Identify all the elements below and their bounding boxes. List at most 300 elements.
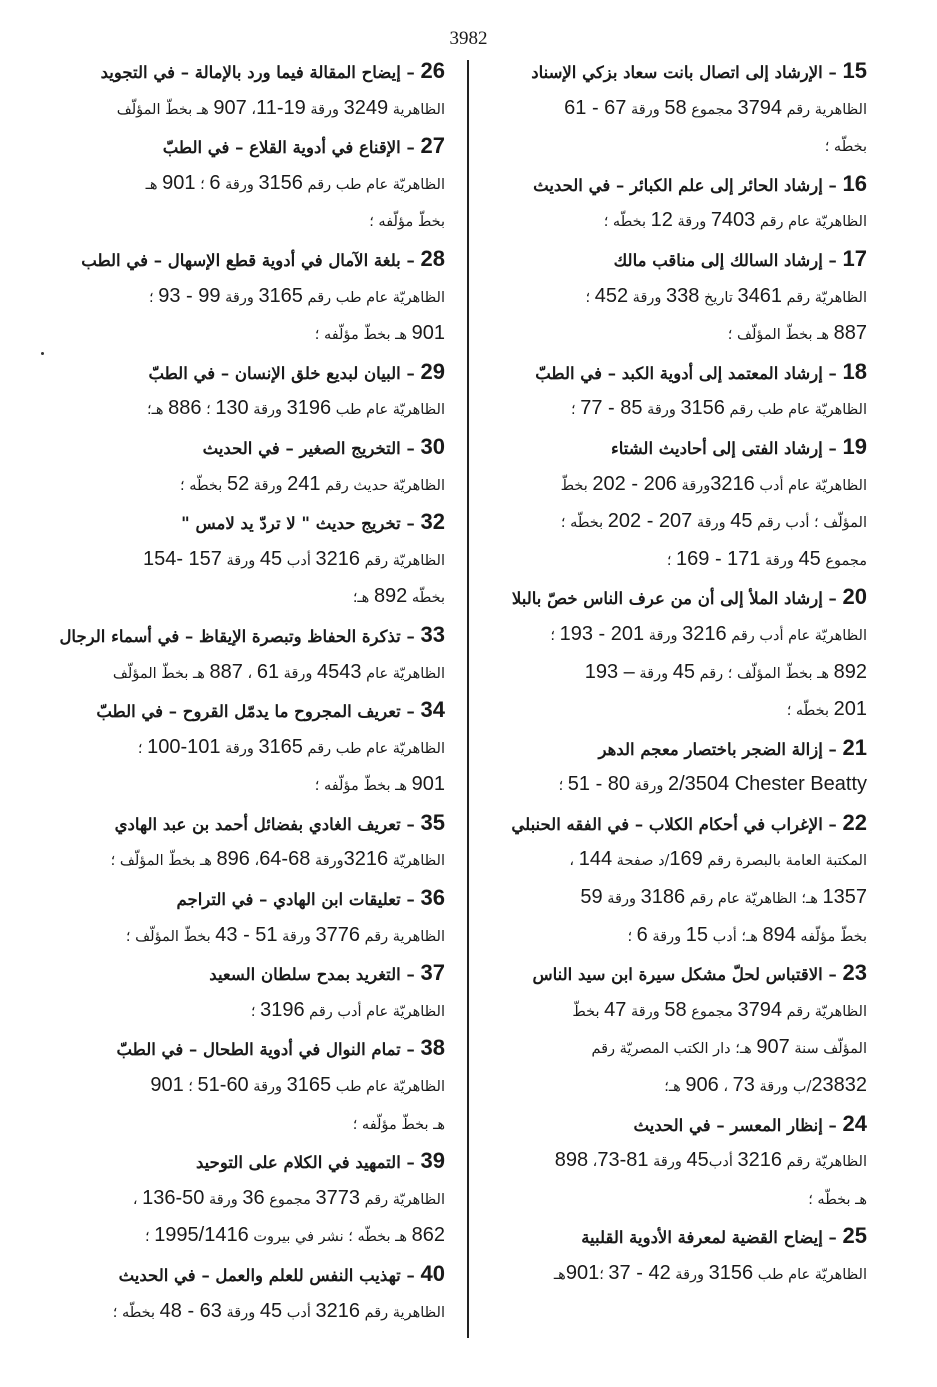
- reference-number: 3776: [315, 923, 360, 946]
- entry-reference: [564, 96, 867, 119]
- reference-text: الظاهريّة حديث رقم: [320, 477, 445, 494]
- reference-number: 3216: [315, 547, 360, 570]
- reference-number: 3156: [258, 171, 303, 194]
- reference-text: بخطّ: [572, 1003, 605, 1020]
- reference-text: ؛: [666, 552, 677, 569]
- entry-reference-line: [497, 1067, 867, 1105]
- reference-number: 73: [732, 1074, 755, 1097]
- reference-number: 37 - 42: [608, 1262, 671, 1284]
- reference-number: 901: [411, 322, 445, 345]
- entry-title-line: [497, 165, 867, 203]
- entry-title-line: [73, 353, 445, 391]
- reference-text: ،: [718, 1079, 733, 1096]
- reference-text: ورقة: [634, 665, 673, 682]
- entry-reference-line: [497, 1255, 867, 1293]
- entry-number: 16: [842, 170, 867, 196]
- reference-text: ورقة: [249, 477, 288, 494]
- reference-text: الظاهرية: [388, 101, 445, 118]
- entry-reference-line: [73, 729, 445, 767]
- entry-title-line: [497, 804, 867, 842]
- reference-text: بخطّ: [560, 477, 593, 494]
- entry-number: 33: [420, 621, 445, 647]
- entry-reference: [591, 1036, 867, 1059]
- reference-text: هـ بخطّ المؤلّف ؛ رقم: [694, 665, 834, 682]
- entry-reference: [180, 472, 445, 495]
- reference-number: 6: [636, 923, 648, 946]
- reference-number: 130: [215, 397, 249, 420]
- entry-reference-line: [497, 917, 867, 955]
- reference-number: 901: [411, 773, 445, 796]
- entry-number: 28: [420, 245, 445, 271]
- reference-text: هـ بخطّه ؛ نشر في بيروت: [248, 1229, 412, 1246]
- reference-number: 901: [565, 1262, 600, 1284]
- reference-text: بخطّه ؛: [112, 1304, 160, 1321]
- reference-number: 7403: [710, 209, 756, 232]
- entry-title: – الإغراب في أحكام الكلاب – في الفقه الحنبلي: [511, 814, 843, 834]
- entry-number: 29: [420, 358, 445, 384]
- reference-number: 23832: [811, 1074, 867, 1097]
- reference-text: ،: [132, 1191, 143, 1208]
- entry-reference: [558, 773, 867, 796]
- reference-text: ؛: [558, 778, 568, 795]
- entry-title: – الإرشاد إلى اتصال بانت سعاد بزكي الإسناد: [531, 63, 843, 82]
- reference-number: 3196: [286, 397, 332, 420]
- entry-number: 24: [842, 1110, 867, 1136]
- entry-reference: [569, 848, 867, 871]
- entry-number: 34: [420, 697, 445, 723]
- reference-number: 93 - 99: [158, 284, 221, 307]
- reference-number: 3216: [343, 848, 389, 871]
- entry-number: 20: [842, 584, 867, 610]
- entry-reference-line: [73, 390, 445, 428]
- reference-number: 3196: [260, 998, 305, 1021]
- entry-reference: [786, 698, 867, 721]
- reference-text: ؛: [571, 402, 581, 419]
- reference-text: هـ بخطّ المؤلّف ؛: [110, 853, 217, 870]
- column-divider: [467, 60, 469, 1338]
- reference-number: 45: [686, 1149, 709, 1172]
- entry-reference-line: [73, 992, 445, 1030]
- reference-text: هـ؛ الظاهريّة عام رقم: [685, 891, 823, 908]
- entry-reference-line: [73, 1293, 445, 1331]
- reference-text: بخطّه ؛: [560, 515, 608, 532]
- reference-text: ،: [569, 853, 579, 870]
- reference-number: 898: [554, 1149, 589, 1172]
- reference-text: هـ؛: [146, 402, 169, 419]
- reference-number: 3216: [737, 1149, 782, 1172]
- entry-reference: [112, 660, 445, 683]
- reference-text: ،: [249, 853, 260, 870]
- reference-number: 907: [213, 96, 247, 119]
- reference-number: 43 - 51: [215, 923, 278, 946]
- entry-reference: [132, 1186, 445, 1209]
- entry-reference: [664, 1074, 867, 1097]
- entry-title: – تعريف المجروح ما يدمّل القروح – في الطبّ: [96, 702, 421, 722]
- reference-text: ورقة: [279, 665, 318, 682]
- entry-reference: [369, 214, 445, 230]
- entry-number: 38: [420, 1035, 445, 1061]
- reference-text: ورقة: [248, 402, 287, 419]
- reference-text: ورقة: [692, 515, 731, 532]
- reference-text: ؛: [137, 740, 148, 757]
- reference-text: الظاهريّة رقم: [359, 552, 445, 569]
- reference-number: 61 - 67: [564, 96, 627, 119]
- entry-reference: [572, 998, 867, 1021]
- reference-number: 193 –: [584, 660, 635, 683]
- entry-title-line: [73, 804, 445, 842]
- entry-reference-line: [497, 315, 867, 353]
- entry-title: – إرشاد الملأ إلى أن من عرف الناس خصّ بالبلا: [511, 589, 843, 609]
- reference-number: 144: [578, 848, 613, 871]
- entry-reference: [314, 773, 445, 796]
- entry-reference: [144, 1224, 445, 1247]
- reference-text: الظاهريّة عام طب: [753, 1267, 867, 1283]
- left-column: [59, 52, 445, 1330]
- entry-title: – إزالة الضجر باختصار معجم الدهر: [598, 739, 843, 759]
- entry-reference: [125, 923, 445, 946]
- entry-reference: [571, 397, 867, 420]
- reference-text: الظاهريّة عام أدب رقم: [726, 627, 867, 644]
- entry-reference-line: [497, 1180, 867, 1218]
- entry-reference: [116, 96, 445, 119]
- reference-number: 45: [798, 547, 821, 570]
- entry-reference-line: [73, 90, 445, 128]
- reference-text: ؛: [627, 928, 637, 945]
- reference-number: 52: [226, 472, 250, 495]
- reference-number: 202 - 206: [592, 472, 677, 495]
- reference-text: بخطّه ؛: [824, 139, 867, 156]
- reference-text: هـ بخطّ المؤلّف ؛: [727, 327, 834, 344]
- reference-text: ورقة: [220, 176, 259, 193]
- reference-number: 896: [216, 848, 250, 871]
- reference-number: 3165: [286, 1074, 332, 1097]
- reference-number: 45: [259, 1299, 283, 1322]
- reference-number: 3156: [708, 1262, 754, 1284]
- entry-reference: [554, 1149, 867, 1172]
- entry-title-line: [73, 1142, 445, 1180]
- entry-title-line: [497, 1105, 867, 1143]
- reference-text: ،: [588, 1154, 598, 1171]
- reference-number: 3794: [737, 96, 782, 119]
- entry-reference: [149, 284, 445, 307]
- entry-title-line: [73, 127, 445, 165]
- entry-title: – تمام النوال في أدوية الطحال – في الطبّ: [116, 1040, 421, 1060]
- entry-title: – إيضاح المقالة فيما ورد بالإمالة – في التجويد: [100, 63, 421, 82]
- reference-number: 3794: [737, 998, 782, 1021]
- entry-reference: [314, 322, 445, 345]
- reference-text: ؛: [183, 1079, 198, 1096]
- entry-number: 22: [842, 809, 867, 835]
- reference-text: ورقة: [760, 552, 799, 569]
- entry-reference-line: [73, 1217, 445, 1255]
- entry-reference-line: [497, 691, 867, 729]
- entry-title-line: [73, 1029, 445, 1067]
- entry-reference-line: [497, 616, 867, 654]
- entry-title: – البيان لبديع خلق الإنسان – في الطبّ: [148, 363, 421, 383]
- reference-text: هـ بخطّ مؤلّفه ؛: [314, 778, 412, 795]
- entry-reference-line: [497, 541, 867, 579]
- entry-reference-line: [73, 1105, 445, 1143]
- entry-number: 26: [420, 58, 445, 83]
- reference-number: 193 - 201: [559, 622, 645, 645]
- reference-text: بخطّ مؤلّفه ؛: [369, 214, 445, 231]
- entry-title-line: [73, 1255, 445, 1293]
- reference-number: 58: [664, 998, 687, 1021]
- reference-number: 887: [833, 322, 867, 345]
- entry-title-line: [73, 52, 445, 90]
- reference-number: 3216: [682, 622, 727, 645]
- reference-text: هـ؛ دار الكتب المصريّة رقم: [591, 1041, 757, 1058]
- reference-number: 907: [756, 1036, 790, 1059]
- entry-title-line: [497, 578, 867, 616]
- entry-title: – التغريد بمدح سلطان السعيد: [209, 965, 421, 985]
- entry-reference-line: [497, 202, 867, 240]
- entry-title: – إيضاح القضية لمعرفة الأدوية القلبية: [581, 1228, 843, 1248]
- reference-number: 12: [650, 209, 673, 232]
- entry-reference: [666, 547, 867, 570]
- entry-reference: [142, 547, 445, 570]
- reference-text: مجموع: [264, 1191, 316, 1208]
- reference-text: بخطّه ؛: [180, 477, 227, 494]
- reference-number: 45: [730, 510, 753, 533]
- reference-number: 3156: [680, 397, 725, 420]
- entry-reference-line: [73, 654, 445, 692]
- entry-reference-line: [497, 90, 867, 128]
- entry-title-line: [497, 353, 867, 391]
- reference-text: ،: [246, 101, 257, 118]
- entry-reference-line: [73, 466, 445, 504]
- reference-text: الظاهرية رقم: [359, 1304, 445, 1321]
- reference-number: 886: [168, 397, 202, 420]
- reference-text: الظاهريّة عام طب رقم: [302, 289, 445, 306]
- reference-text: ورقة: [626, 101, 665, 118]
- entry-reference-line: [497, 879, 867, 917]
- entry-reference: [560, 472, 867, 495]
- entry-reference-line: [73, 202, 445, 240]
- entry-reference: [727, 322, 867, 345]
- reference-number: 136-50: [142, 1186, 205, 1209]
- reference-number: 241: [287, 472, 321, 495]
- entry-reference-line: [73, 766, 445, 804]
- reference-number: 169: [669, 848, 703, 871]
- entry-title: – إنظار المعسر – في الحديث: [633, 1115, 843, 1135]
- entry-reference: [550, 622, 867, 645]
- reference-number: 48 - 63: [159, 1299, 222, 1322]
- entry-title: – تعليقات ابن الهادي – في التراجم: [176, 890, 421, 910]
- reference-text: ورقة: [648, 1154, 687, 1171]
- entry-title: – إرشاد الفتى إلى أحاديث الشتاء: [610, 438, 843, 458]
- reference-text: بخطّه ؛: [603, 214, 651, 231]
- reference-text: ؛: [149, 289, 159, 306]
- reference-text: ؛: [144, 1229, 155, 1246]
- reference-number: 887: [209, 660, 243, 683]
- reference-text: بخطّ المؤلّف ؛: [125, 928, 216, 945]
- entry-number: 19: [842, 433, 867, 459]
- reference-number: 892: [833, 660, 867, 683]
- reference-number: 202 - 207: [607, 510, 693, 533]
- reference-number: 3773: [315, 1186, 360, 1209]
- entry-title-line: [497, 240, 867, 278]
- entry-title: – تخريج حديث " لا تردّ يد لامس ": [181, 514, 421, 534]
- reference-text: بخطّه ؛: [786, 703, 834, 720]
- entry-title-line: [497, 52, 867, 90]
- reference-text: ورقة: [628, 289, 667, 306]
- entry-title: – الاقتباس لحلّ مشكل سيرة ابن سيد الناس: [532, 965, 843, 985]
- reference-text: الظاهريّة رقم: [781, 1003, 867, 1020]
- entry-reference-line: [497, 1142, 867, 1180]
- reference-text: ورقة: [220, 740, 259, 757]
- reference-text: الظاهريّة عام: [361, 665, 445, 682]
- entry-reference: [146, 397, 445, 420]
- entry-reference-line: [497, 466, 867, 504]
- reference-number: 201: [833, 698, 867, 721]
- reference-number: 1995/1416: [154, 1224, 249, 1247]
- entry-number: 27: [420, 133, 445, 159]
- reference-text: ،: [242, 665, 257, 682]
- entry-title-line: [73, 691, 445, 729]
- entry-reference: [110, 848, 445, 871]
- entry-number: 23: [842, 960, 867, 986]
- entry-title-line: [73, 240, 445, 278]
- entry-title-line: [73, 879, 445, 917]
- reference-text: ورقة: [644, 627, 683, 644]
- reference-text: الظاهرية رقم: [359, 928, 445, 945]
- reference-text: أدب: [282, 1304, 316, 1321]
- reference-number: 906: [685, 1074, 719, 1097]
- entry-reference: [585, 284, 867, 307]
- entry-reference-line: [497, 766, 867, 804]
- reference-text: الظاهريّة عام رقم: [755, 214, 867, 231]
- entry-reference-line: [73, 1180, 445, 1218]
- reference-text: الظاهريّة عام أدب: [754, 477, 867, 494]
- entry-title: – إرشاد الحائر إلى علم الكبائر – في الحديث: [533, 175, 843, 195]
- entry-title-line: [497, 729, 867, 767]
- reference-number: 73-81: [597, 1149, 649, 1172]
- reference-text: أدب: [282, 552, 316, 569]
- entry-title: – الإقناع في أدوية القلاع – في الطبّ: [162, 138, 421, 158]
- entry-reference: [584, 660, 867, 683]
- reference-number: 892: [373, 585, 408, 608]
- entry-number: 32: [420, 509, 445, 535]
- stray-mark: [41, 352, 44, 355]
- entry-number: 25: [842, 1223, 867, 1249]
- reference-number: 154- 157: [142, 547, 222, 570]
- reference-number: 3165: [258, 284, 303, 307]
- reference-number: 3461: [737, 284, 782, 307]
- reference-text: ورقة: [647, 928, 686, 945]
- entry-reference-line: [497, 992, 867, 1030]
- reference-number: 51 - 80: [567, 773, 631, 796]
- entry-reference: [352, 585, 445, 608]
- page-number: 3982: [449, 28, 488, 49]
- reference-number: 338: [666, 284, 700, 307]
- entry-reference: [808, 1192, 867, 1208]
- entry-number: 18: [842, 358, 867, 384]
- entry-reference: [580, 886, 867, 909]
- reference-number: 3249: [343, 96, 389, 119]
- reference-number: 45: [259, 547, 283, 570]
- entry-reference-line: [73, 917, 445, 955]
- reference-number: 59: [580, 886, 603, 909]
- reference-number: 77 - 85: [580, 397, 643, 420]
- reference-text: هـ بخطّ المؤلّف: [112, 665, 210, 682]
- reference-text: ورقة: [676, 477, 711, 494]
- reference-text: تاريخ: [699, 289, 738, 306]
- reference-number: 862: [411, 1224, 445, 1247]
- reference-text: ورقة: [204, 1191, 243, 1208]
- reference-number: 51-60: [197, 1074, 249, 1097]
- reference-text: ورقة: [310, 853, 344, 870]
- entry-title-line: [497, 954, 867, 992]
- entry-reference: [250, 998, 445, 1021]
- entry-reference: [150, 1074, 445, 1097]
- entry-title: – تذكرة الحفاظ وتبصرة الإيقاظ – في أسماء الرجال: [59, 626, 421, 646]
- entry-title: – التخريج الصغير – في الحديث: [202, 438, 421, 458]
- reference-text: ورقة: [672, 214, 711, 231]
- reference-number: 11-19: [256, 96, 306, 119]
- entry-title: – تهذيب النفس للعلم والعمل – في الحديث: [118, 1266, 421, 1285]
- reference-text: ؛: [599, 1267, 609, 1283]
- reference-text: الظاهرية رقم: [781, 101, 867, 118]
- reference-text: الظاهريّة عام أدب رقم: [304, 1003, 445, 1020]
- reference-text: الظاهريّة عام طب: [331, 402, 445, 419]
- reference-text: ورقة: [248, 1079, 287, 1096]
- reference-text: ؛: [585, 289, 595, 306]
- reference-number: 47: [604, 998, 627, 1021]
- entry-reference-line: [497, 841, 867, 879]
- reference-number: 4543: [317, 660, 362, 683]
- reference-text: مجموع: [820, 552, 867, 569]
- reference-text: الظاهريّة رقم: [781, 289, 867, 306]
- entry-number: 21: [842, 734, 867, 760]
- entry-reference-line: [73, 165, 445, 203]
- reference-text: مجموع: [686, 1003, 738, 1020]
- entry-reference: [560, 510, 867, 533]
- reference-text: الظاهريّة عام طب رقم: [302, 740, 445, 757]
- entry-reference-line: [497, 278, 867, 316]
- reference-number: 894: [762, 923, 796, 946]
- entry-reference-line: [73, 1067, 445, 1105]
- reference-text: /د صفحة: [612, 853, 670, 870]
- entry-reference: [137, 735, 445, 758]
- reference-number: 2/3504 Chester Beatty: [667, 773, 867, 796]
- reference-text: ورقة: [630, 778, 668, 795]
- reference-number: 3216: [315, 1299, 360, 1322]
- entry-title-line: [59, 616, 445, 654]
- reference-text: ورقة: [670, 1267, 709, 1283]
- entry-reference-line: [73, 278, 445, 316]
- reference-number: 64-68: [259, 848, 311, 871]
- entry-title-line: [497, 1217, 867, 1255]
- entry-reference: [603, 209, 867, 232]
- reference-number: 169 - 171: [676, 547, 761, 570]
- entry-number: 37: [420, 960, 445, 986]
- entry-reference: [145, 171, 445, 194]
- entry-title: – إرشاد السالك إلى مناقب مالك: [613, 250, 843, 270]
- reference-text: هـ بخطّ مؤلّفه ؛: [352, 1116, 445, 1133]
- entry-reference: [627, 923, 867, 946]
- reference-text: هـ؛ أدب: [707, 928, 763, 945]
- entry-reference-line: [73, 541, 445, 579]
- reference-text: المؤلّف سنة: [789, 1041, 867, 1058]
- entry-reference-line: [73, 578, 445, 616]
- reference-text: ورقة: [221, 552, 260, 569]
- entry-number: 30: [420, 433, 445, 459]
- reference-text: أدب: [708, 1154, 738, 1171]
- reference-text: ورقة: [626, 1003, 665, 1020]
- reference-text: ورقة: [220, 289, 259, 306]
- reference-text: هـ؛: [352, 590, 374, 607]
